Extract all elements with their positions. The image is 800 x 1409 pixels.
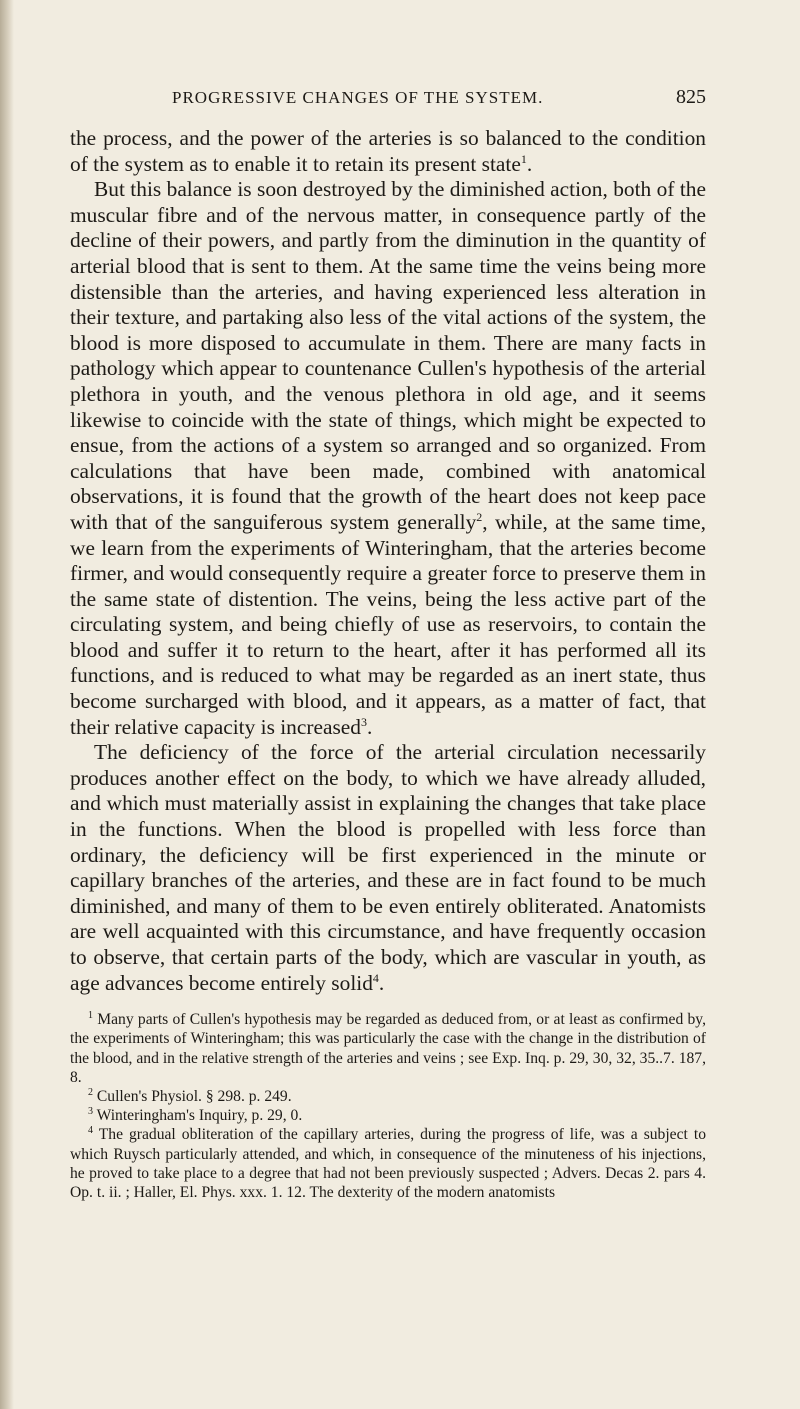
running-title: PROGRESSIVE CHANGES OF THE SYSTEM. xyxy=(172,88,544,107)
footnote-mark: 2 xyxy=(88,1086,93,1098)
footnote-reference: 4 xyxy=(372,970,379,985)
paragraph-1 xyxy=(70,126,706,177)
footnote-reference: 1 xyxy=(520,151,527,166)
paragraph-text: the process, and the power of the arteries is so balanced to the condition of the system as to enable it to retain its present state xyxy=(70,126,706,176)
footnote-reference: 3 xyxy=(361,714,367,729)
footnote-2 xyxy=(70,1087,706,1106)
paragraph-text: But this balance is soon destroyed by the diminished action, both of the muscular fibre and of the nervous matter, in consequence partly of the decline of their powers, and partly from the diminution in the quantity of arterial blood that is sent to them. At the same time the veins being more distensible than the arteries, and having experienced less alteration in their texture, and partaking also less of the vital actions of the system, the blood is more disposed to accumulate in them. There are many facts in pathology which appear to countenance Cullen's hypothesis of the arterial plethora in youth, and the venous plethora in old age, and it seems likewise to coincide with the state of things, which might be expected to ensue, from the actions of a system so arranged and so organized. From calculations that have been made, combined with anatomical observations, it is found that the growth of the heart does not keep pace with that of the sanguiferous system generally xyxy=(70,177,706,534)
paragraph-text: The deficiency of the force of the arterial circulation necessarily produces another effect on the body, to which we have already alluded, and which must materially assist in explaining the changes that take place in the functions. When the blood is propelled with less force than ordinary, the deficiency will be first experienced in the minute or capillary branches of the arteries, and these are in fact found to be much diminished, and many of them to be even entirely obliterated. Anatomists are well acquainted with this circumstance, and have frequently occasion to observe, that certain parts of the body, which are vascular in youth, as age advances become entirely solid xyxy=(70,740,706,995)
paragraph-2 xyxy=(70,177,706,740)
binding-edge-shadow xyxy=(0,0,14,1409)
page-header xyxy=(70,88,706,118)
body-text xyxy=(70,126,706,996)
footnote-1 xyxy=(70,1010,706,1087)
paragraph-text-tail: , while, at the same time, we learn from the experiments of Winteringham, that the arteries become firmer, and would consequently require a greater force to preserve them in the same state of distention. The veins, being the less active part of the circulating system, and being chiefly of use as reservoirs, to contain the blood and suffer it to return to the heart, after it has performed all its functions, and is reduced to what may be regarded as an inert state, thus become surcharged with blood, and it appears, as a matter of fact, that their relative capacity is increased xyxy=(70,509,706,739)
footnote-text: Winteringham's Inquiry, p. 29, 0. xyxy=(96,1107,303,1125)
footnotes xyxy=(70,1010,706,1202)
footnote-mark: 4 xyxy=(88,1125,93,1137)
footnote-3 xyxy=(70,1106,706,1125)
footnote-reference: 2 xyxy=(476,509,483,524)
paragraph-text-tail: . xyxy=(526,151,533,176)
footnote-text: Cullen's Physiol. § 298. p. 249. xyxy=(96,1088,292,1105)
paragraph-text-tail: . xyxy=(378,970,385,995)
footnote-text: Many parts of Cullen's hypothesis may be regarded as deduced from, or at least as confirmed by, the experiments of Winteringham; this was particularly the case with the change in the distribution of the blood, and in the relative strength of the arteries and veins ; see Exp. Inq. p. 29, 30, 32, 35..7. 187, 8. xyxy=(70,1011,706,1086)
footnote-mark: 3 xyxy=(88,1106,93,1118)
page-number: 825 xyxy=(676,86,706,108)
book-page xyxy=(70,88,706,1202)
footnote-mark: 1 xyxy=(88,1010,93,1021)
paragraph-text-tail: . xyxy=(367,714,373,739)
footnote-text: The gradual obliteration of the capillary arteries, during the progress of life, was a subject to which Ruysch particularly attended, and which, in consequence of the minuteness of his injections, he proved to take place to a degree that had not been previously suspected ; Advers. Decas 2. pars 4. Op. t. ii. ; Haller, El. Phys. xxx. 1. 12. The dexterity of the modern anatomists xyxy=(70,1126,707,1202)
footnote-4 xyxy=(70,1125,706,1202)
paragraph-3 xyxy=(70,740,706,996)
